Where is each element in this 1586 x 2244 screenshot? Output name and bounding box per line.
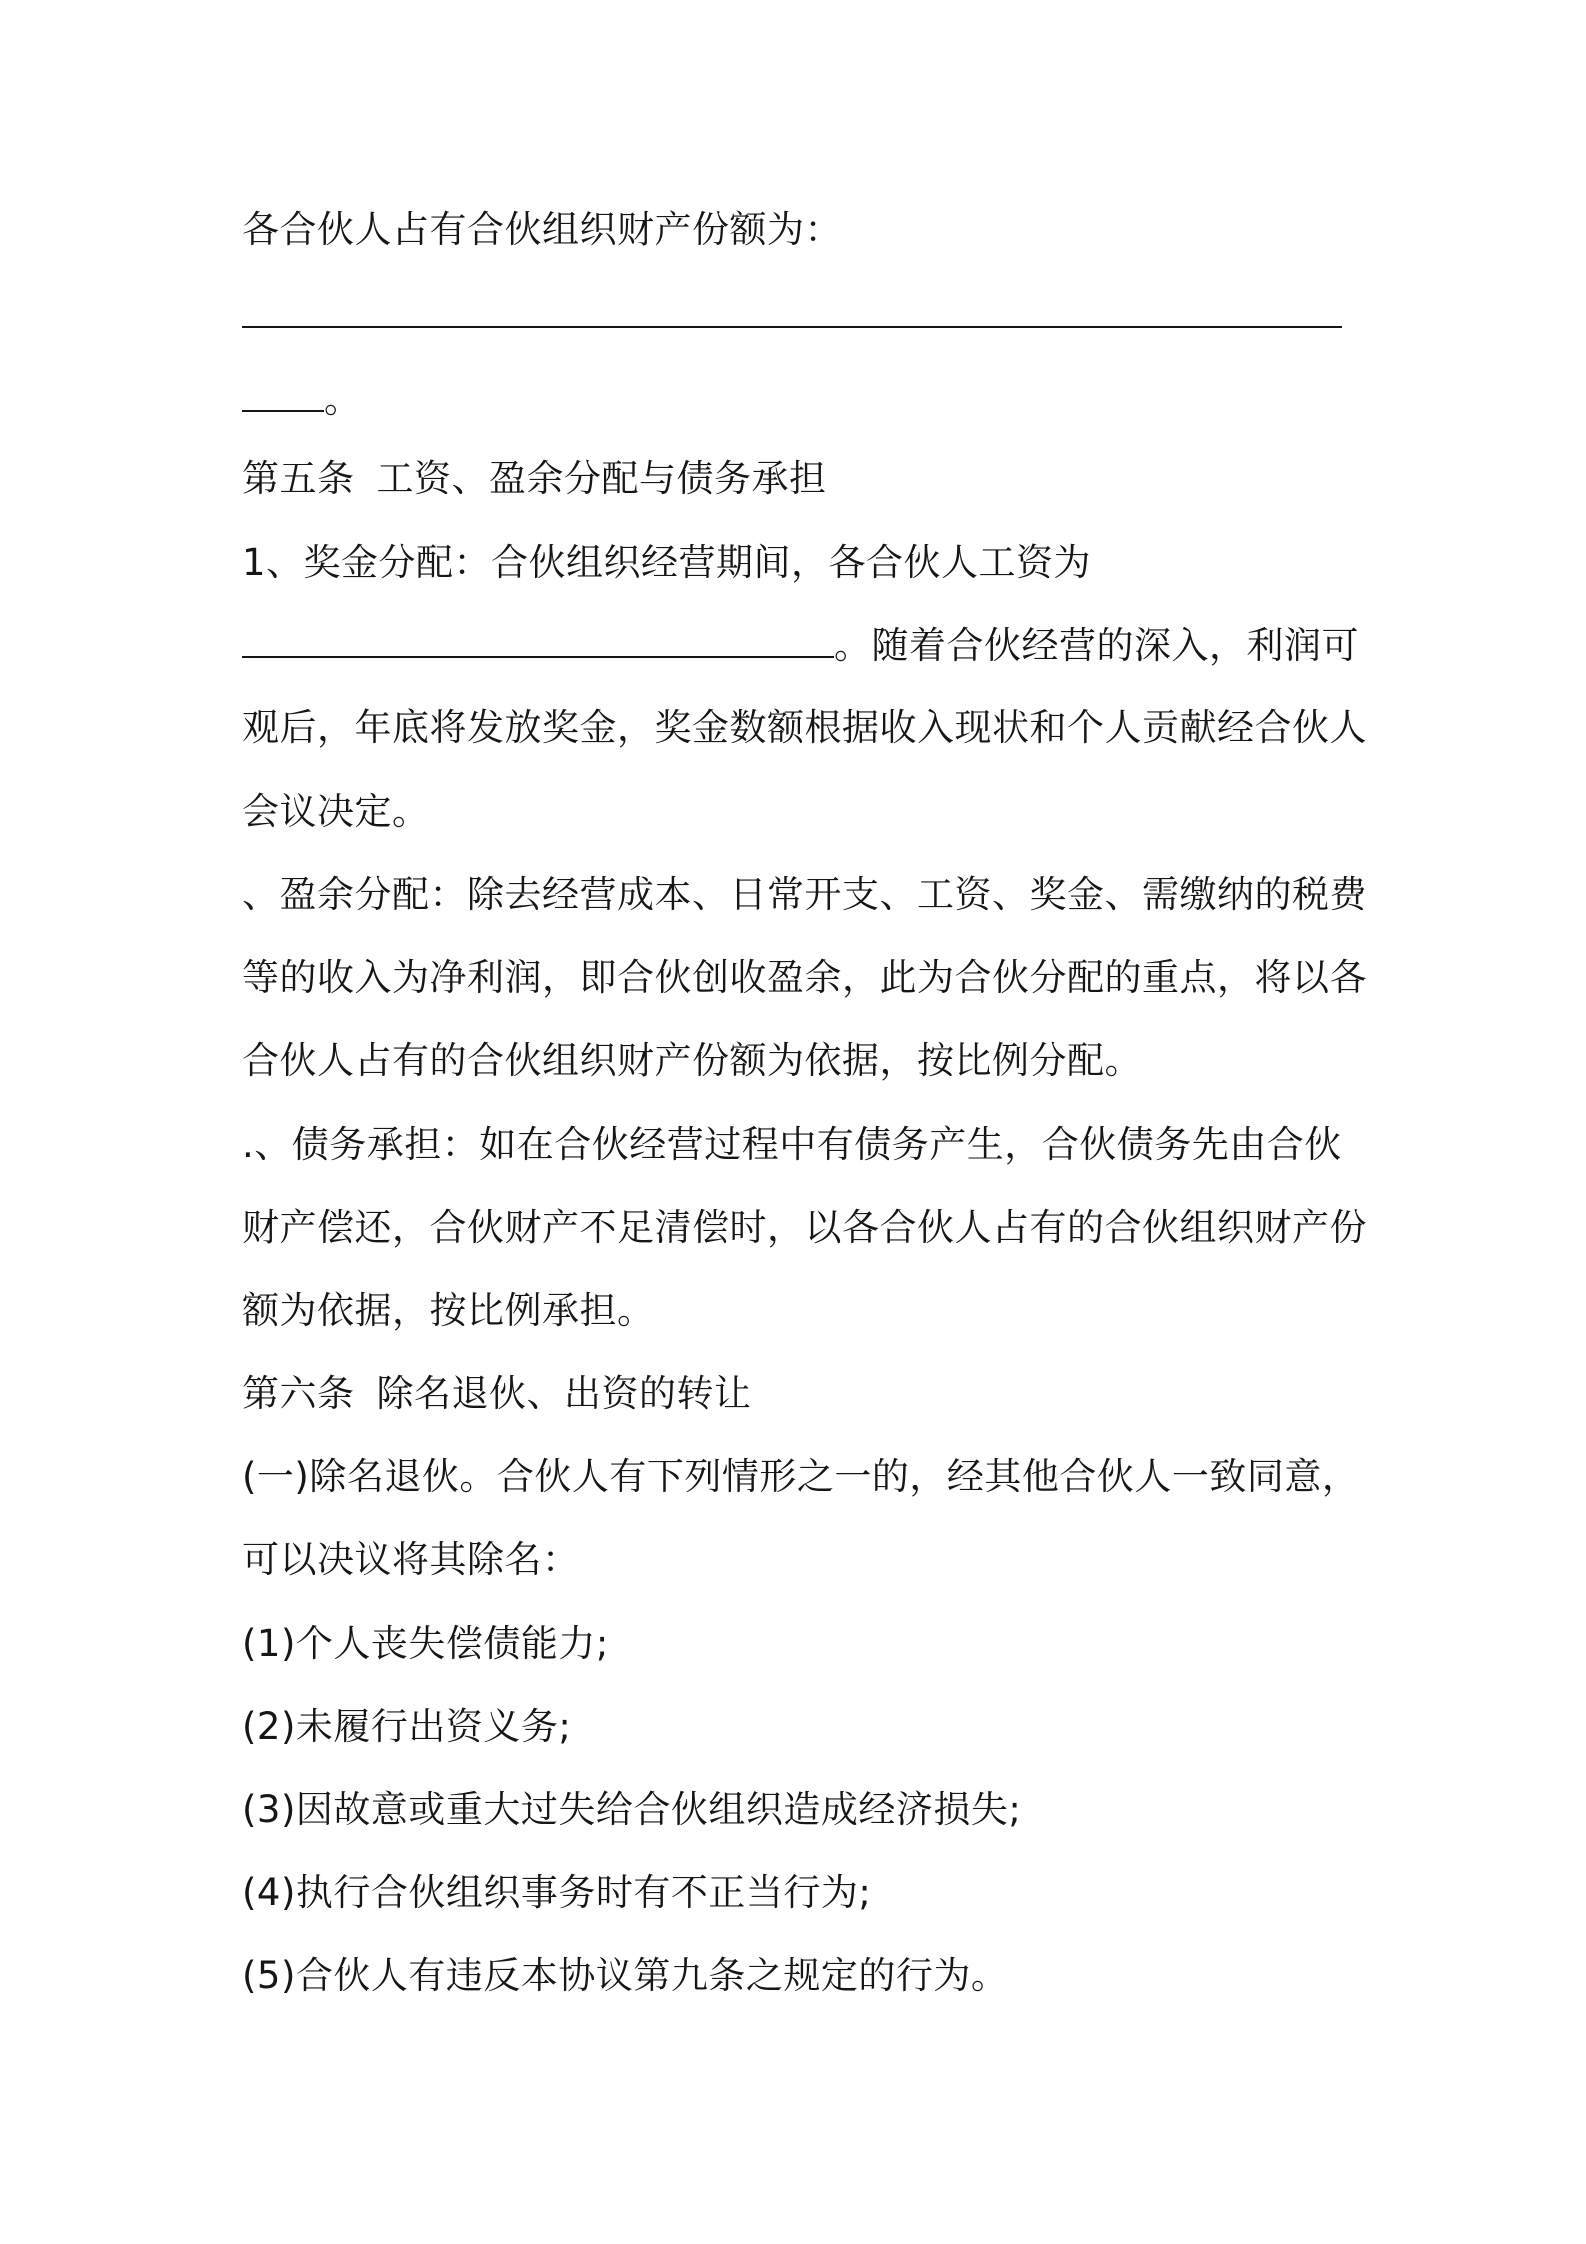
surplus-line-3: 合伙人占有的合伙组织财产份额为依据，按比例分配。 [242,1039,1142,1082]
bonus-line-3: 观后，年底将发放奖金，奖金数额根据收入现状和个人贡献经合伙人 [242,706,1367,749]
article-title: 工资、盈余分配与债务承担 [376,457,827,500]
article-number: 第六条 [242,1372,355,1415]
bonus-line-1: 1、奖金分配：合伙组织经营期间，各合伙人工资为 [242,541,1092,584]
fill-in-blank [242,626,834,658]
expel-line-2: 可以决议将其除名： [242,1538,580,1581]
list-item: (5)合伙人有违反本协议第九条之规定的行为。 [242,1954,1009,1997]
share-blank-line [242,290,1362,342]
article-number: 第五条 [242,457,355,500]
debt-line-2: 财产偿还，合伙财产不足清偿时，以各合伙人占有的合伙组织财产份 [242,1206,1367,1249]
article-5-heading [242,453,1362,505]
fill-in-blank [242,380,324,412]
surplus-line-2: 等的收入为净利润，即合伙创收盈余，此为合伙分配的重点，将以各 [242,956,1367,999]
share-blank-end-line [242,374,1362,426]
list-item: (1)个人丧失偿债能力; [242,1622,609,1665]
list-item: (2)未履行出资义务; [242,1705,572,1748]
list-item: (3)因故意或重大过失给合伙组织造成经济损失; [242,1788,1022,1831]
bonus-line-2 [242,620,1362,672]
list-item: (4)执行合伙组织事务时有不正当行为; [242,1871,872,1914]
fill-in-blank [242,296,1342,328]
debt-line-1: .、债务承担：如在合伙经营过程中有债务产生，合伙债务先由合伙 [242,1123,1342,1166]
article-title: 除名退伙、出资的转让 [376,1372,752,1415]
debt-line-3: 额为依据，按比例承担。 [242,1289,655,1332]
bonus-line-2-text: 。随着合伙经营的深入，利润可 [834,624,1359,667]
period-mark: 。 [324,378,362,421]
share-intro-line: 各合伙人占有合伙组织财产份额为： [242,208,842,251]
expel-line-1: (一)除名退伙。合伙人有下列情形之一的，经其他合伙人一致同意， [242,1455,1360,1498]
bonus-line-4: 会议决定。 [242,790,430,833]
article-6-heading [242,1368,1362,1420]
surplus-line-1: 、盈余分配：除去经营成本、日常开支、工资、奖金、需缴纳的税费 [242,873,1367,916]
